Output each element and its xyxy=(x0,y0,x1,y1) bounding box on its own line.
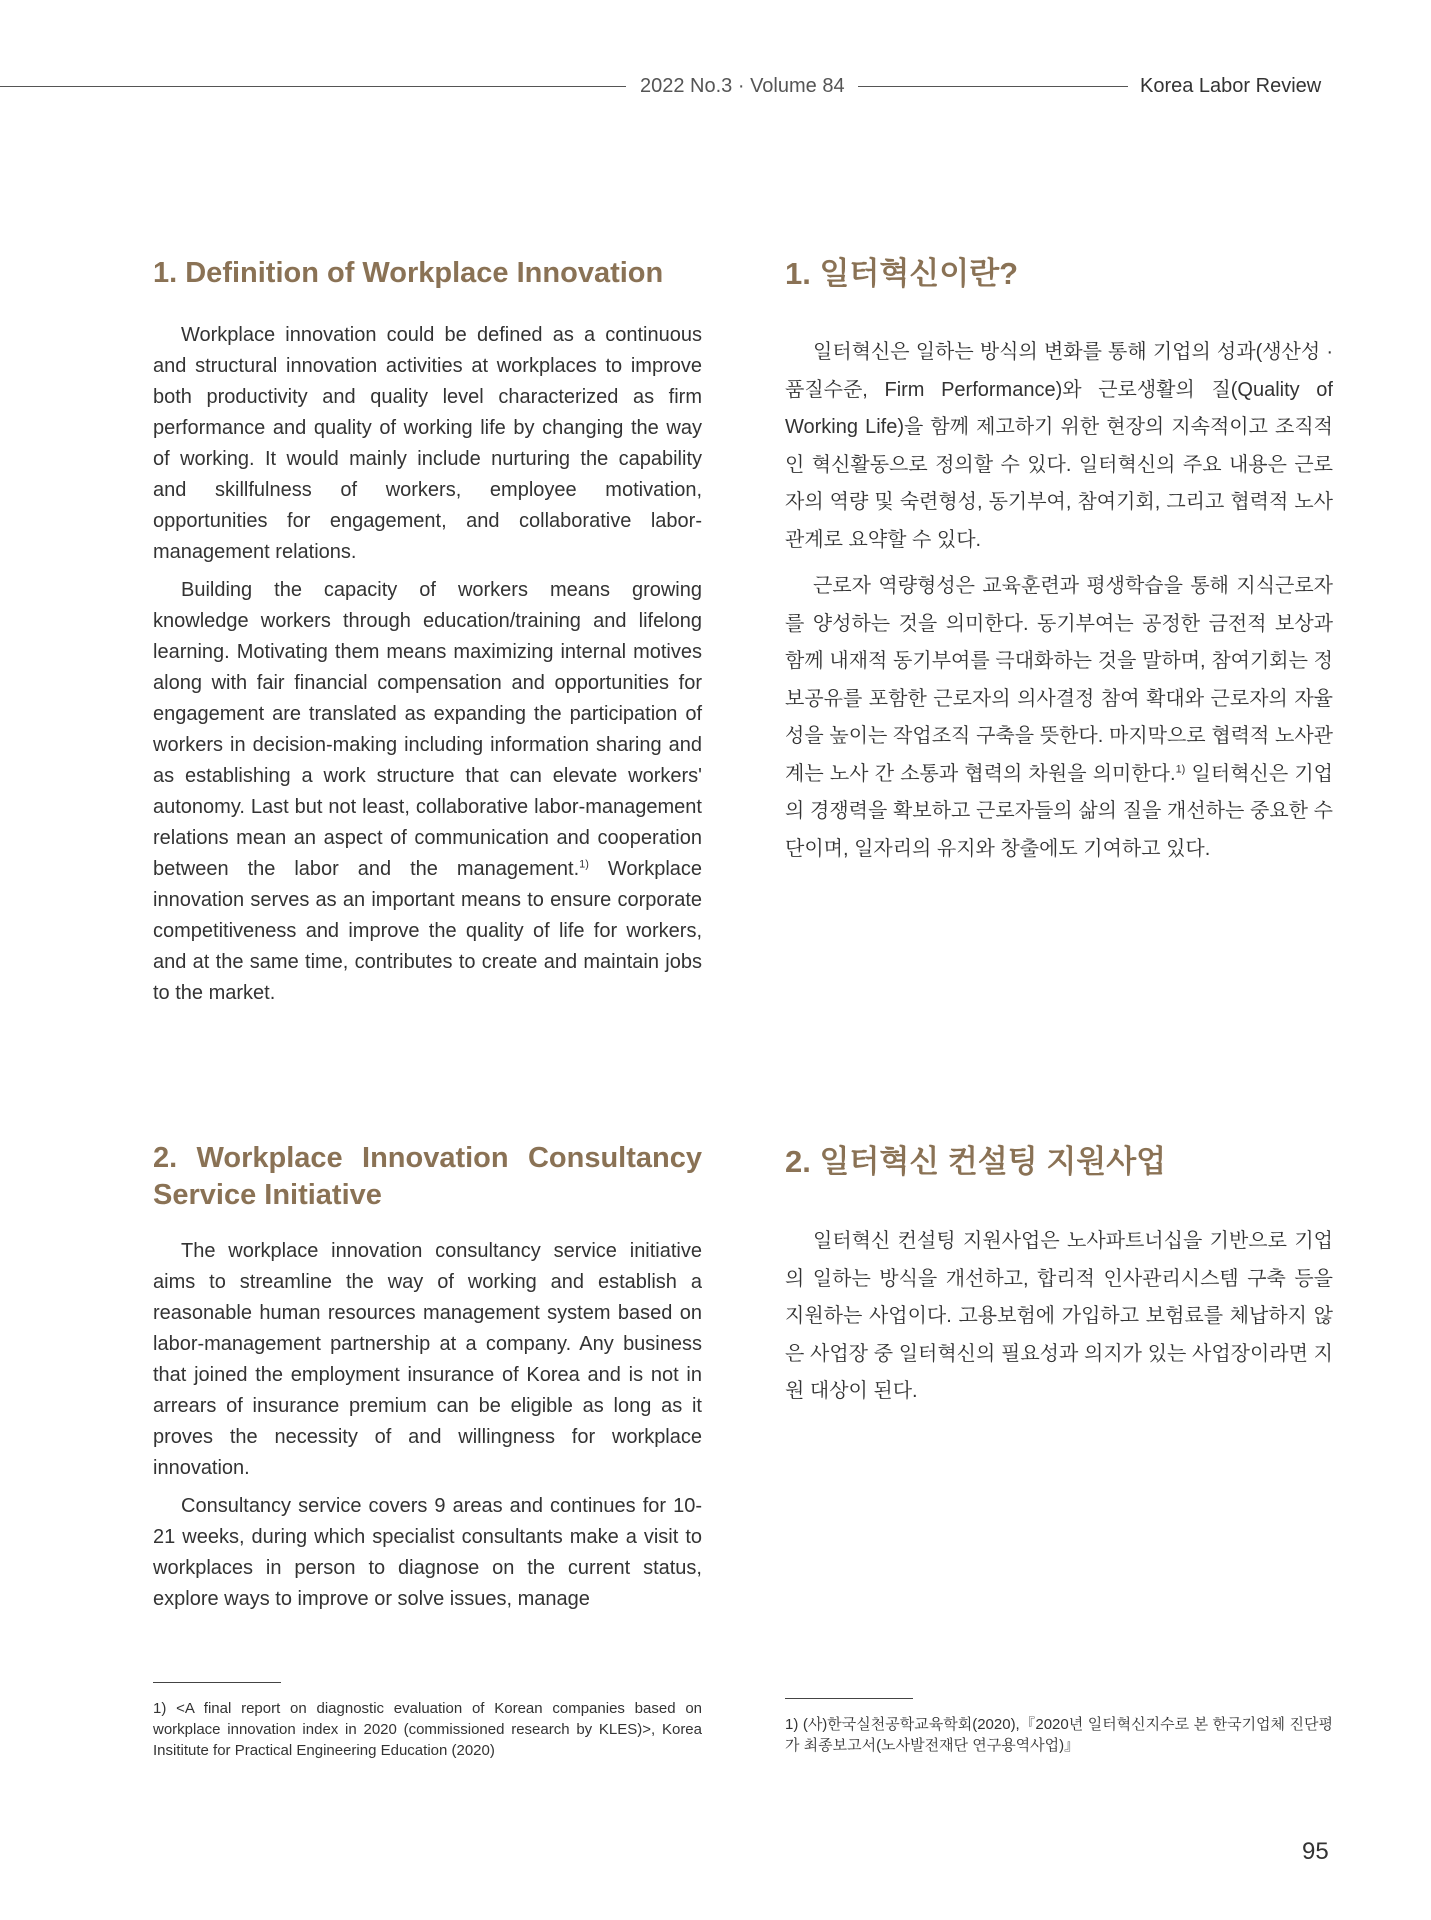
section-1-korean-body xyxy=(785,334,1333,877)
paragraph-text: 근로자 역량형성은 교육훈련과 평생학습을 통해 지식근로자를 양성하는 것을 의미한다. 동기부여는 공정한 금전적 보상과 함께 내재적 동기부여를 극대화하는 것을 말하며, 참여기회는 정보공유를 포함한 근로자의 의사결정 참여 확대와 근로자의 자율성을 높이는 작업조직 구축을 뜻한다. 마지막으로 협력적 노사관계는 노사 간 소통과 협력의 차원을 의미한다. xyxy=(785,575,1333,785)
section-2-english-body xyxy=(153,1236,702,1622)
paragraph xyxy=(153,575,702,1009)
paragraph-text: 일터혁신은 기업의 경쟁력을 확보하고 근로자들의 삶의 질을 개선하는 중요한 수단이며, 일자리의 유지와 창출에도 기여하고 있다. xyxy=(785,762,1333,860)
section-heading: 1. Definition of Workplace Innovation xyxy=(153,257,664,289)
footnote-korean: 1) (사)한국실천공학교육학회(2020),『2020년 일터혁신지수로 본 한국기업체 진단평가 최종보고서(노사발전재단 연구용역사업)』 xyxy=(785,1716,1333,1754)
journal-title: Korea Labor Review xyxy=(1140,75,1322,97)
page-number: 95 xyxy=(1302,1838,1329,1865)
section-1-english-body xyxy=(153,320,702,1016)
section-1-english xyxy=(153,255,702,292)
footnote-rule-right xyxy=(785,1698,913,1699)
footnote-rule-left xyxy=(153,1682,281,1683)
section-heading: 2. 일터혁신 컨설팅 지원사업 xyxy=(785,1144,1167,1179)
running-header xyxy=(0,74,1431,98)
footnote-ref: 1) xyxy=(579,858,589,871)
footnote-ref: 1) xyxy=(1175,762,1186,775)
paragraph-text: Workplace innovation serves as an important means to ensure corporate competitiveness and improve the quality of life for workers, and at the same time, contributes to create and maintain jobs to the market. xyxy=(153,858,703,1004)
paragraph: 일터혁신은 일하는 방식의 변화를 통해 기업의 성과(생산성 · 품질수준, Firm Performance)와 근로생활의 질(Quality of Working Life)을 함께 제고하기 위한 현장의 지속적이고 조직적인 혁신활동으로 정의할 수 있다. 일터혁신의 주요 내용은 근로자의 역량 및 숙련형성, 동기부여, 참여기회, 그리고 협력적 노사관계로 요약할 수 있다. xyxy=(785,341,1333,551)
header-rule-right xyxy=(858,86,1128,87)
paragraph xyxy=(785,568,1333,868)
section-2-korean-body xyxy=(785,1223,1333,1420)
header-rule-left xyxy=(0,86,626,87)
section-heading: 2. Workplace Innovation Consultancy Service Initiative xyxy=(153,1142,702,1211)
paragraph-text: Building the capacity of workers means growing knowledge workers through education/training and lifelong learning. Motivating them means maximizing internal motives along with fair financial compensation and opportunities for engagement are translated as expanding the participation of workers in decision-making including information sharing and as establishing a work structure that can elevate workers' autonomy. Last but not least, collaborative labor-management relations mean an aspect of communication and cooperation between the labor and the management. xyxy=(153,579,702,880)
footnote-english: 1) <A final report on diagnostic evaluation of Korean companies based on workplace innovation index in 2020 (commissioned research by KLES)>, Korea Insititute for Practical Engineering Education (2020) xyxy=(153,1700,702,1759)
section-2-english xyxy=(153,1140,702,1214)
section-2-korean xyxy=(785,1143,1333,1181)
section-1-korean xyxy=(785,255,1333,293)
paragraph: Workplace innovation could be defined as a continuous and structural innovation activities at workplaces to improve both productivity and quality level characterized as firm performance and quality of working life by changing the way of working. It would mainly include nurturing the capability and skillfulness of workers, employee motivation, opportunities for engagement, and collaborative labor-management relations. xyxy=(153,324,702,563)
section-heading: 1. 일터혁신이란? xyxy=(785,256,1019,291)
issue-label: 2022 No.3 · Volume 84 xyxy=(640,75,845,97)
paragraph: 일터혁신 컨설팅 지원사업은 노사파트너십을 기반으로 기업의 일하는 방식을 개선하고, 합리적 인사관리시스템 구축 등을 지원하는 사업이다. 고용보험에 가입하고 보험료를 체납하지 않은 사업장 중 일터혁신의 필요성과 의지가 있는 사업장이라면 지원 대상이 된다. xyxy=(785,1230,1333,1402)
paragraph: Consultancy service covers 9 areas and continues for 10-21 weeks, during which specialist consultants make a visit to workplaces in person to diagnose on the current status, explore ways to improve or solve issues, manage xyxy=(153,1495,702,1610)
paragraph: The workplace innovation consultancy service initiative aims to streamline the way of working and establish a reasonable human resources management system based on labor-management partnership at a company. Any business that joined the employment insurance of Korea and is not in arrears of insurance premium can be eligible as long as it proves the necessity of and willingness for workplace innovation. xyxy=(153,1240,702,1479)
